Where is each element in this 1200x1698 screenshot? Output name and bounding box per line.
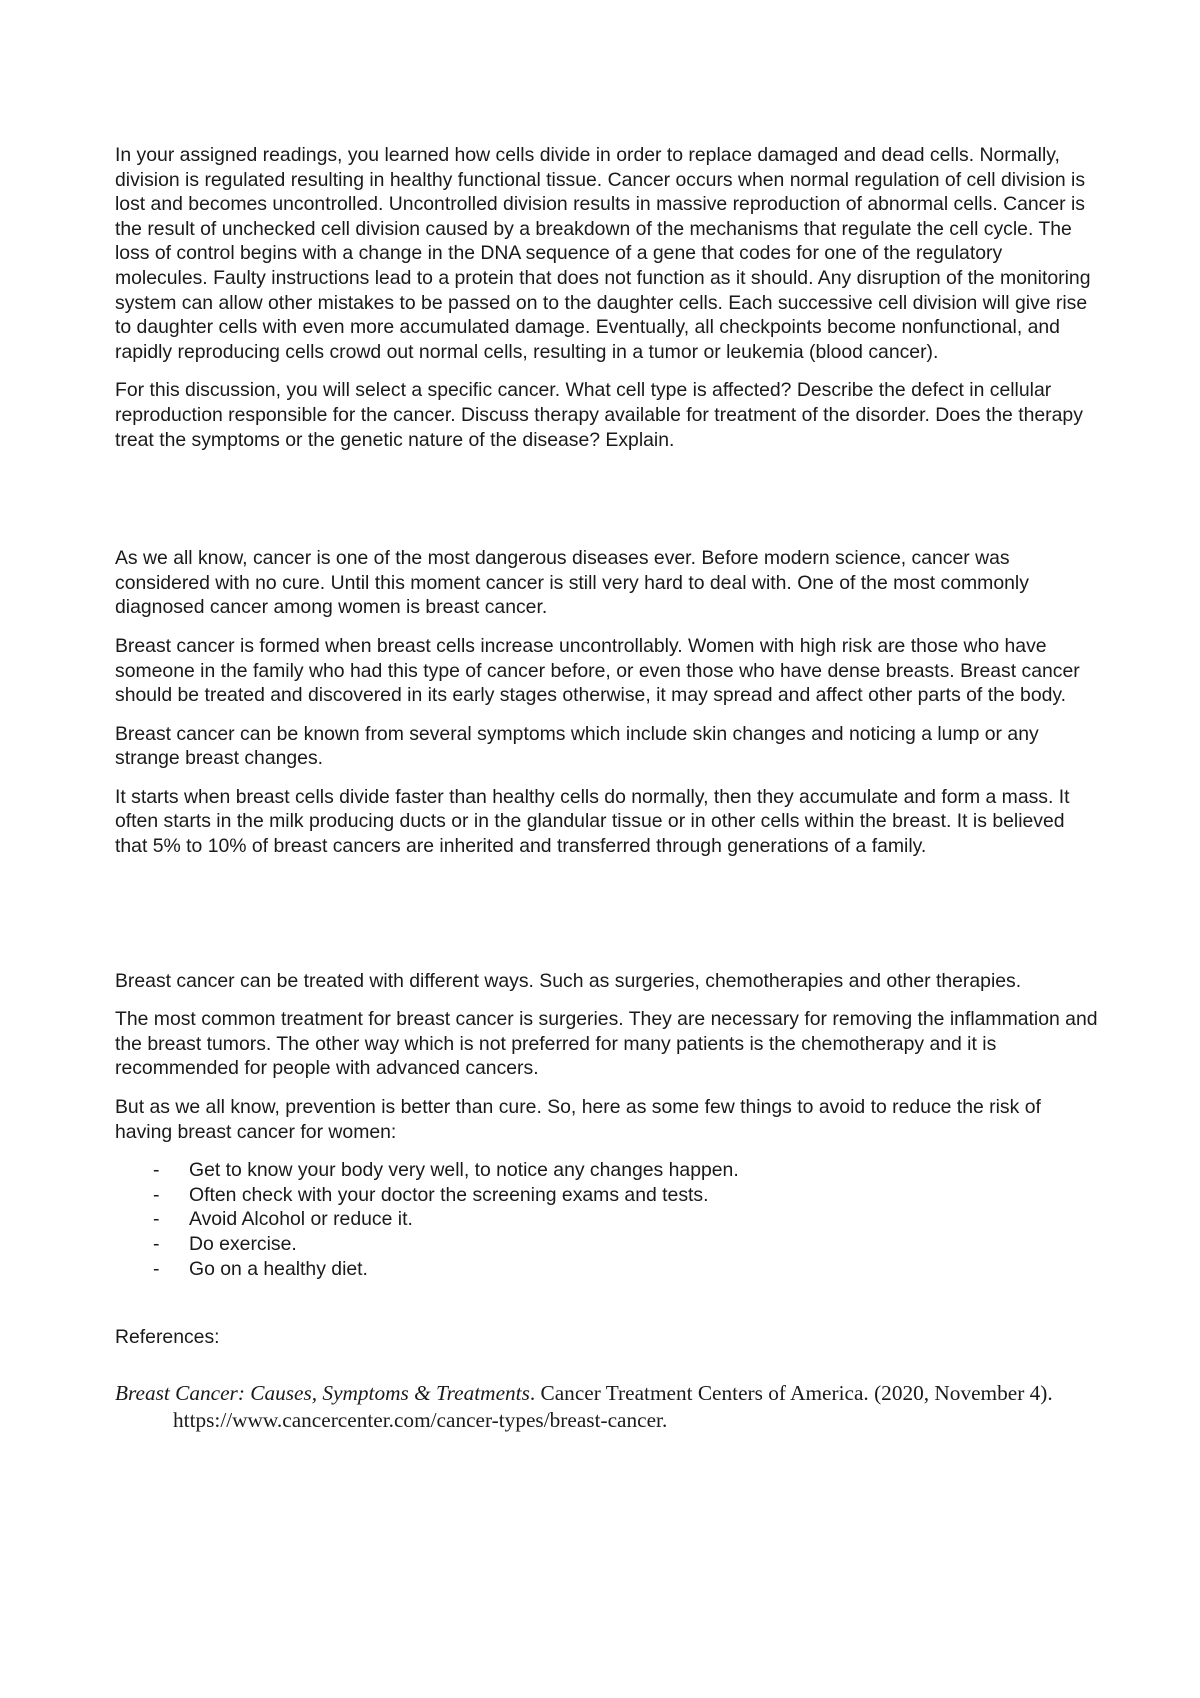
bullet-dash: -: [153, 1183, 160, 1206]
prevention-list: [115, 1158, 1100, 1281]
list-item: [115, 1158, 1100, 1183]
list-item: [115, 1232, 1100, 1257]
list-item: [115, 1183, 1100, 1208]
answer-intro-paragraph: As we all know, cancer is one of the most dangerous diseases ever. Before modern science, cancer was considered with no cure. Until this moment cancer is still very hard to deal with. One of the most commonly diagnosed cancer among women is breast cancer.: [115, 547, 1029, 619]
answer-symptoms-paragraph: Breast cancer can be known from several symptoms which include skin changes and noticing a lump or any strange breast changes.: [115, 722, 1039, 770]
bullet-dash: -: [153, 1159, 160, 1182]
prompt-paragraph-2: For this discussion, you will select a specific cancer. What cell type is affected? Describe the defect in cellular reproduction responsible for the cancer. Discuss therapy available for treatment of the disorder. Does the therapy treat the symptoms or the genetic nature of the disease? Explain.: [115, 379, 1083, 451]
spacer: [115, 873, 1100, 969]
document-body: [115, 143, 1100, 1435]
references-heading: References:: [115, 1326, 220, 1349]
list-item: [115, 1257, 1100, 1282]
list-item-text: Avoid Alcohol or reduce it.: [189, 1208, 413, 1231]
reference-title: Breast Cancer: Causes, Symptoms & Treatments: [115, 1380, 530, 1405]
reference-entry: [115, 1380, 1100, 1435]
answer-prevention-paragraph: But as we all know, prevention is better than cure. So, here as some few things to avoid to reduce the risk of having breast cancer for women:: [115, 1096, 1041, 1143]
answer-cause-paragraph: It starts when breast cells divide faster than healthy cells do normally, then they accumulate and form a mass. It often starts in the milk producing ducts or in the glandular tissue or in other cells within the breast. It is believed that 5% to 10% of breast cancers are inherited and transferred through generations of a family.: [115, 785, 1070, 858]
answer-formation-paragraph: Breast cancer is formed when breast cells increase uncontrollably. Women with high risk are those who have someone in the family who had this type of cancer before, or even those who have dense breasts. Breast cancer should be treated and discovered in its early stages otherwise, it may spread and affect other parts of the body.: [115, 634, 1080, 707]
answer-treatment-paragraph: Breast cancer can be treated with different ways. Such as surgeries, chemotherapies and other therapies.: [115, 969, 1022, 992]
list-item-text: Get to know your body very well, to notice any changes happen.: [189, 1159, 739, 1182]
bullet-dash: -: [153, 1257, 160, 1280]
list-item: [115, 1207, 1100, 1232]
bullet-dash: -: [153, 1208, 160, 1231]
spacer: [115, 466, 1100, 546]
list-item-text: Go on a healthy diet.: [189, 1257, 368, 1280]
reference-details: . Cancer Treatment Centers of America. (2020, November 4). https://www.cancercenter.com/cancer-types/breast-cancer.: [173, 1380, 1053, 1433]
bullet-dash: -: [153, 1233, 160, 1255]
answer-surgery-paragraph: The most common treatment for breast cancer is surgeries. They are necessary for removing the inflammation and the breast tumors. The other way which is not preferred for many patients is the chemotherapy and it is recommended for people with advanced cancers.: [115, 1008, 1098, 1080]
prompt-paragraph-1: In your assigned readings, you learned how cells divide in order to replace damaged and dead cells. Normally, division is regulated resulting in healthy functional tissue. Cancer occurs when normal regulation of cell division is lost and becomes uncontrolled. Uncontrolled division results in massive reproduction of abnormal cells. Cancer is the result of unchecked cell division caused by a breakdown of the mechanisms that regulate the cell cycle. The loss of control begins with a change in the DNA sequence of a gene that codes for one of the regulatory molecules. Faulty instructions lead to a protein that does not function as it should. Any disruption of the monitoring system can allow other mistakes to be passed on to the daughter cells. Each successive cell division will give rise to daughter cells with even more accumulated damage. Eventually, all checkpoints become nonfunctional, and rapidly reproducing cells crowd out normal cells, resulting in a tumor or leukemia (blood cancer).: [115, 144, 1091, 363]
list-item-text: Do exercise.: [189, 1233, 297, 1255]
list-item-text: Often check with your doctor the screening exams and tests.: [189, 1183, 709, 1206]
